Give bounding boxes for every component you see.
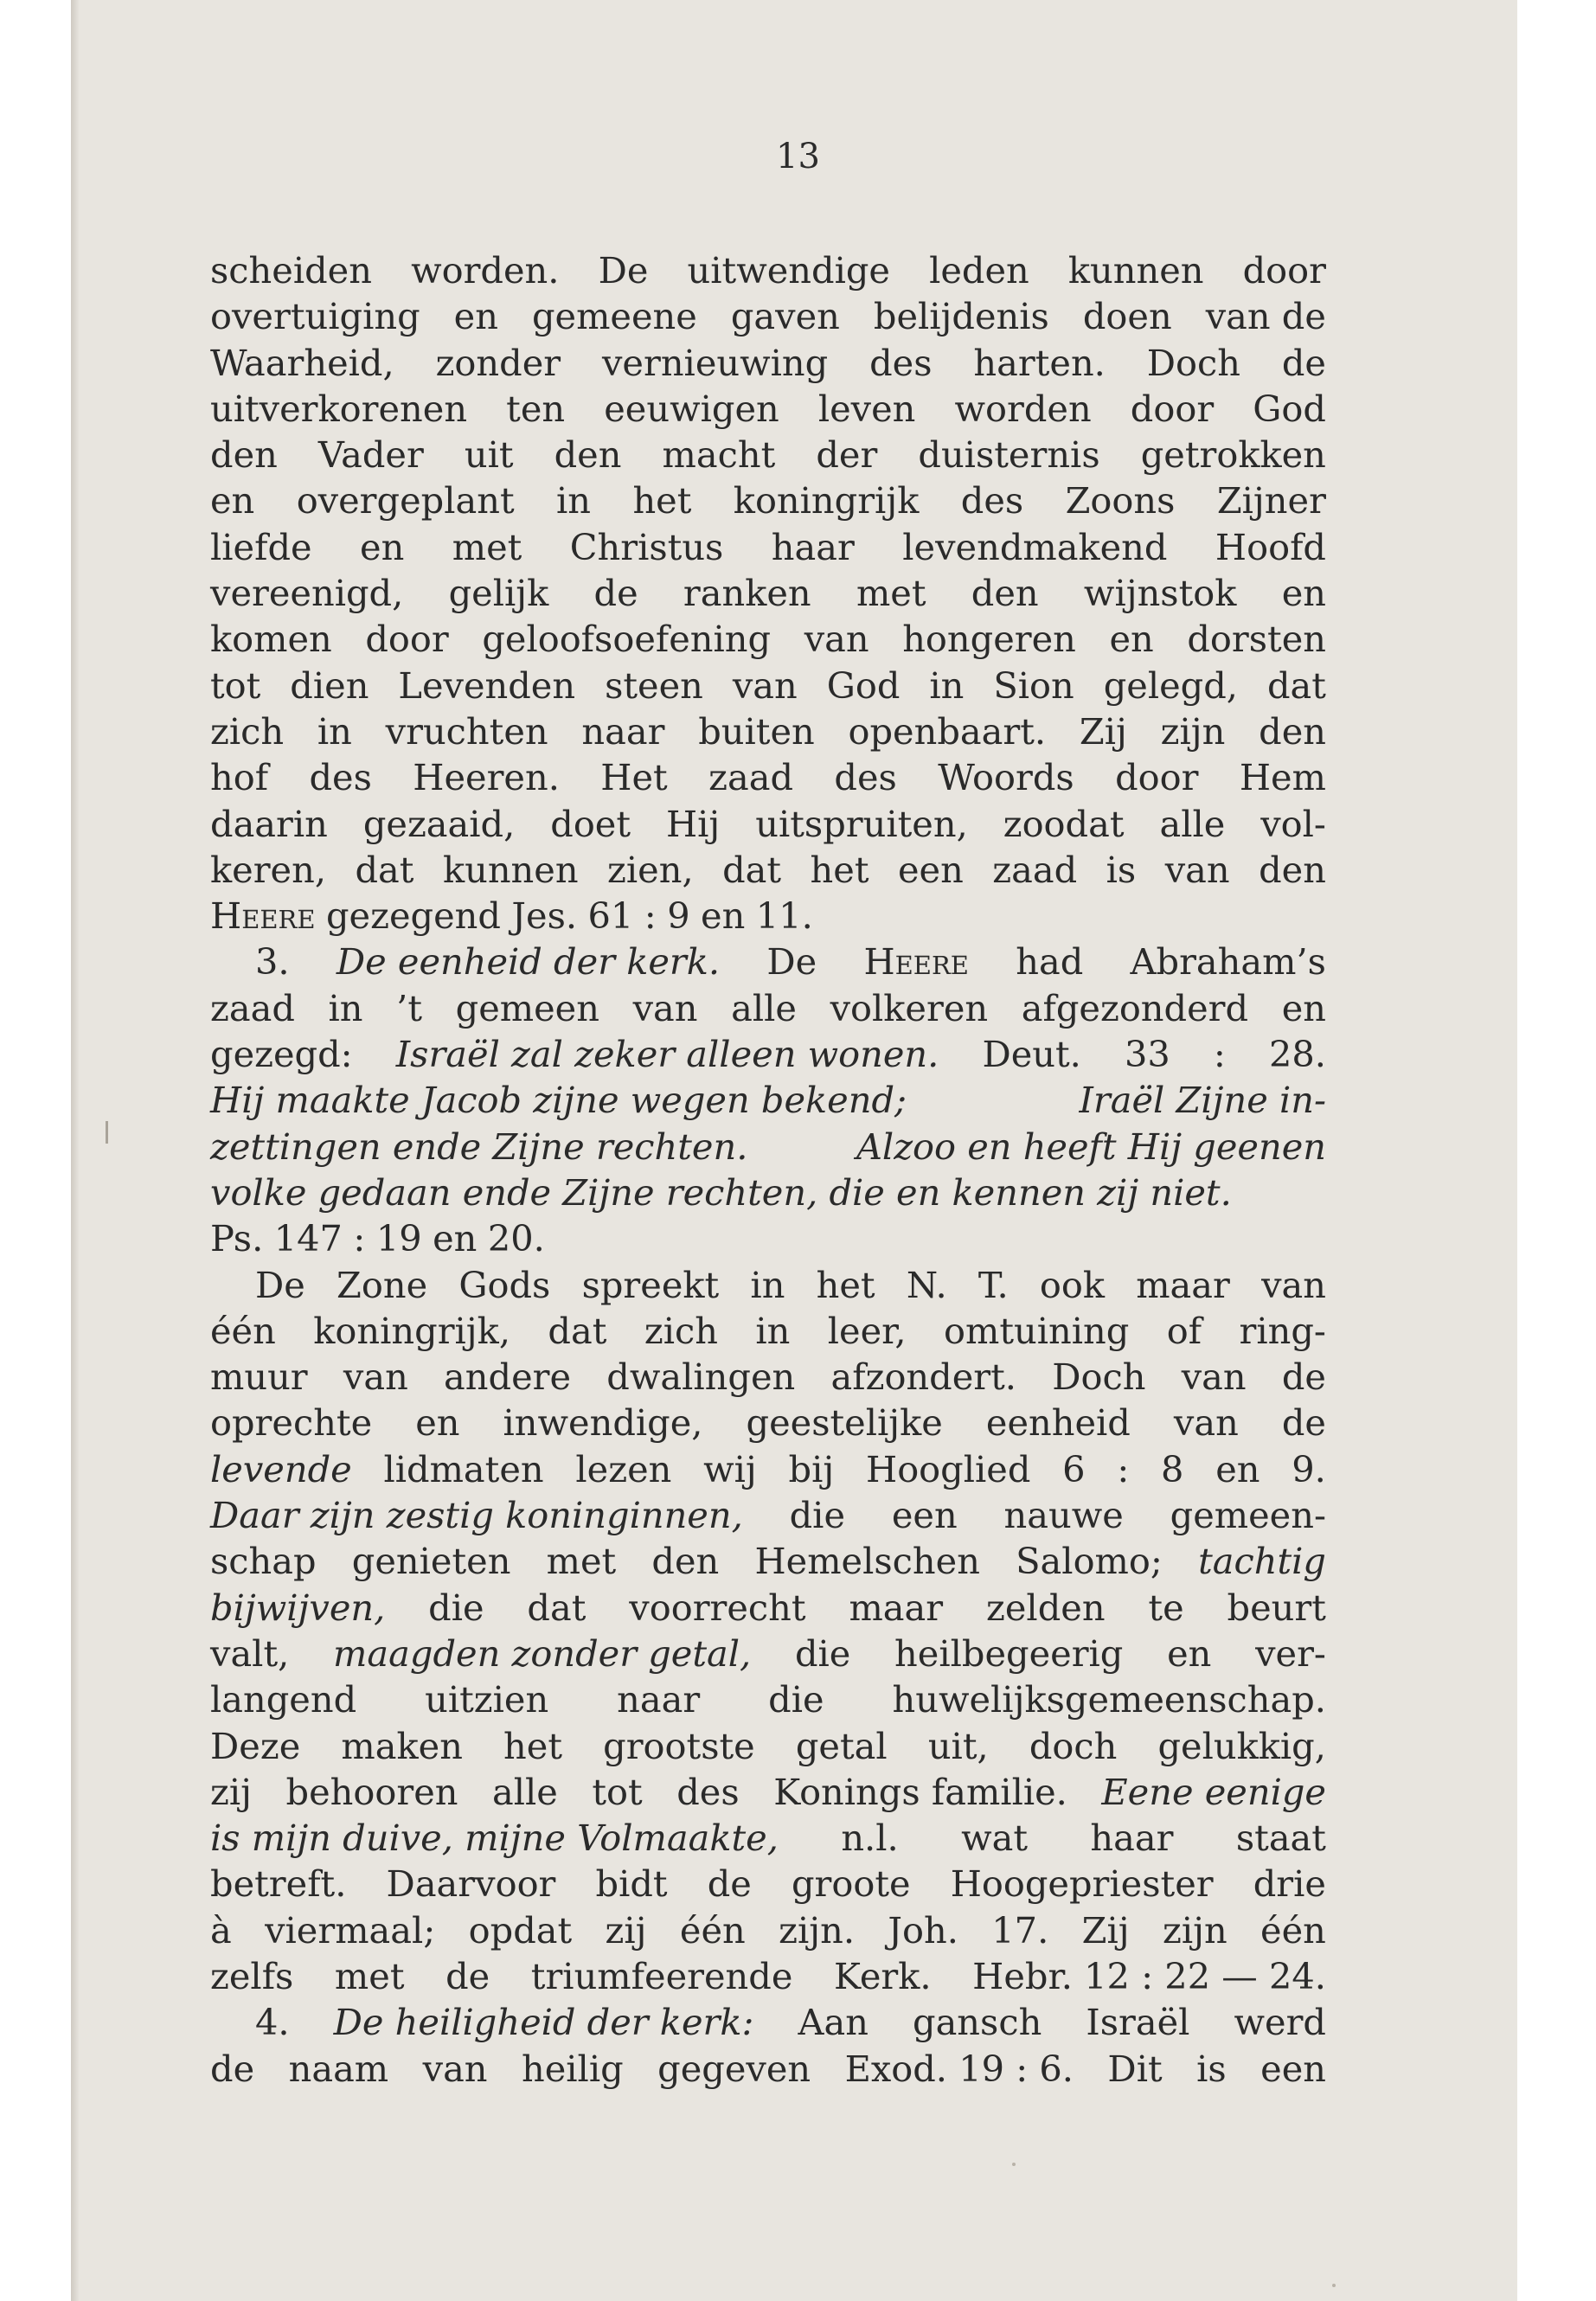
text-line-35: is mijn duive, mijne Volmaakte, n.l. wat haar staat bbox=[210, 1817, 1326, 1860]
text-line-3: Waarheid, zonder vernieuwing des harten. Doch de bbox=[210, 341, 1326, 384]
text-line-2: overtuiging en gemeene gaven belijdenis doen van de bbox=[210, 295, 1326, 338]
page-edge-shadow bbox=[71, 0, 80, 2301]
text-line-22: Ps. 147 : 19 en 20. bbox=[210, 1217, 545, 1260]
text-line-9: komen door geloofsoefening van hongeren en dorsten bbox=[210, 618, 1326, 661]
text-line-8: vereenigd, gelijk de ranken met den wijnstok en bbox=[210, 572, 1326, 615]
text-line-18: gezegd: Israël zal zeker alleen wonen. Deut. 33 : 28. bbox=[210, 1033, 1326, 1076]
text-line-25: muur van andere dwalingen afzondert. Doch van de bbox=[210, 1356, 1326, 1399]
text-line-37: à viermaal; opdat zij één zijn. Joh. 17. Zij zijn één bbox=[210, 1908, 1326, 1952]
text-line-21: volke gedaan ende Zijne rechten, die en kennen zij niet. bbox=[210, 1170, 1232, 1214]
text-line-11: zich in vruchten naar buiten openbaart. Zij zijn den bbox=[210, 709, 1326, 753]
text-line-15: Heere gezegend Jes. 61 : 9 en 11. bbox=[210, 894, 813, 938]
text-line-31: valt, maagden zonder getal, die heilbegeerig en ver- bbox=[210, 1631, 1326, 1675]
page-number: 13 bbox=[776, 137, 820, 176]
text-line-17: zaad in ’t gemeen van alle volkeren afgezonderd en bbox=[210, 986, 1326, 1029]
text-line-33: Deze maken het grootste getal uit, doch gelukkig, bbox=[210, 1724, 1326, 1767]
text-line-6: en overgeplant in het koningrijk des Zoons Zijner bbox=[210, 479, 1326, 522]
text-line-12: hof des Heeren. Het zaad des Woords door Hem bbox=[210, 756, 1326, 799]
text-line-30: bijwijven, die dat voorrecht maar zelden te beurt bbox=[210, 1586, 1326, 1629]
text-line-29: schap genieten met den Hemelschen Salomo; tachtig bbox=[210, 1540, 1326, 1583]
text-line-10: tot dien Levenden steen van God in Sion gelegd, dat bbox=[210, 663, 1326, 707]
text-line-4: uitverkorenen ten eeuwigen leven worden door God bbox=[210, 387, 1326, 430]
text-line-36: betreft. Daarvoor bidt de groote Hoogepriester drie bbox=[210, 1862, 1326, 1906]
margin-pencil-mark bbox=[106, 1121, 108, 1144]
text-line-34: zij behooren alle tot des Konings familie. Eene eenige bbox=[210, 1770, 1326, 1813]
text-line-27: levende lidmaten lezen wij bij Hooglied 6 : 8 en 9. bbox=[210, 1447, 1326, 1490]
paper-fleck bbox=[1332, 2284, 1336, 2287]
text-line-26: oprechte en inwendige, geestelijke eenheid van de bbox=[210, 1401, 1326, 1445]
text-line-32: langend uitzien naar die huwelijksgemeenschap. bbox=[210, 1678, 1326, 1721]
text-line-1: scheiden worden. De uitwendige leden kunnen door bbox=[210, 249, 1326, 292]
text-line-14: keren, dat kunnen zien, dat het een zaad is van den bbox=[210, 848, 1326, 891]
text-line-23: De Zone Gods spreekt in het N. T. ook maar van bbox=[255, 1263, 1326, 1306]
text-line-19: Hij maakte Jacob zijne wegen bekend; Iraël Zijne in- bbox=[210, 1079, 1326, 1122]
text-line-38: zelfs met de triumfeerende Kerk. Hebr. 12 : 22 — 24. bbox=[210, 1954, 1326, 1997]
text-line-40: de naam van heilig gegeven Exod. 19 : 6. Dit is een bbox=[210, 2047, 1326, 2090]
body-text bbox=[210, 247, 1326, 2092]
text-line-16: 3. De eenheid der kerk. De Heere had Abraham’s bbox=[255, 940, 1326, 984]
text-line-24: één koningrijk, dat zich in leer, omtuining of ring- bbox=[210, 1309, 1326, 1352]
text-line-7: liefde en met Christus haar levendmakend Hoofd bbox=[210, 525, 1326, 568]
text-line-20: zettingen ende Zijne rechten. Alzoo en heeft Hij geenen bbox=[210, 1125, 1326, 1168]
text-line-5: den Vader uit den macht der duisternis getrokken bbox=[210, 433, 1326, 477]
text-line-13: daarin gezaaid, doet Hij uitspruiten, zoodat alle vol- bbox=[210, 802, 1326, 845]
paper-fleck bbox=[1012, 2163, 1016, 2166]
text-line-39: 4. De heiligheid der kerk: Aan gansch Israël werd bbox=[255, 2001, 1326, 2044]
text-line-28: Daar zijn zestig koninginnen, die een nauwe gemeen- bbox=[210, 1494, 1326, 1537]
